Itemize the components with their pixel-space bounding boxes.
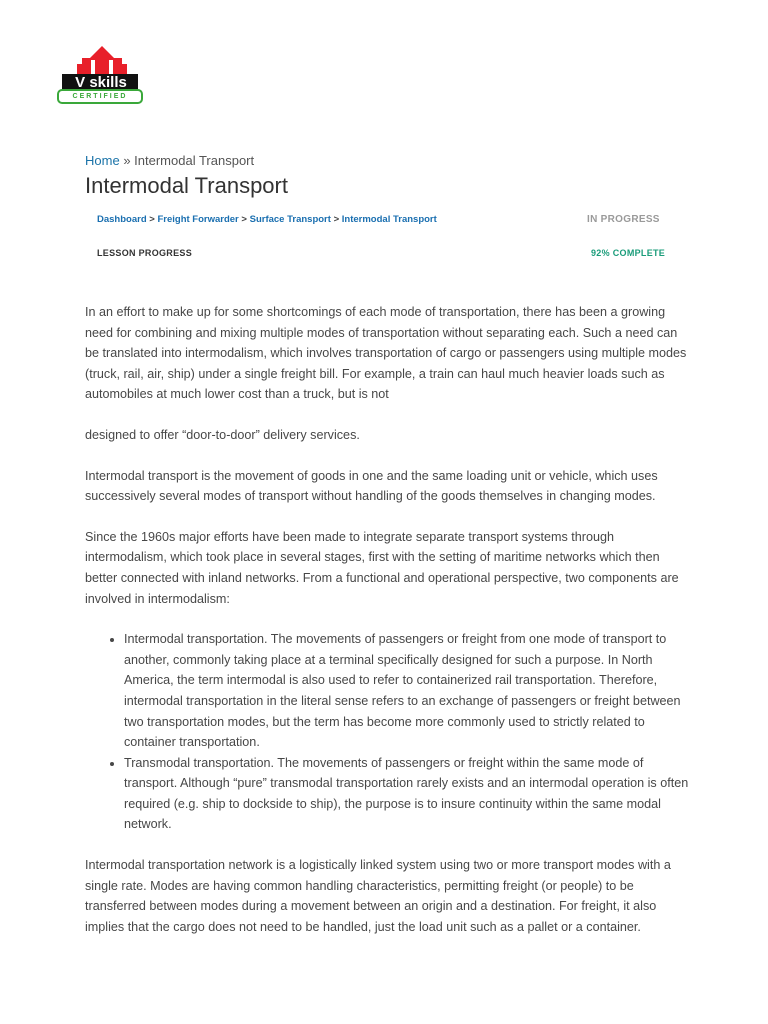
lesson-crumb-separator: > — [241, 214, 247, 225]
body-paragraph-4: Since the 1960s major efforts have been made to integrate separate transport systems through intermodalism, which took place in several stages, first with the setting of maritime networks which then better connected with inland networks. From a functional and operational perspective, two components are involved in intermodalism: — [85, 529, 679, 606]
breadcrumb-current: Intermodal Transport — [134, 153, 255, 168]
breadcrumb-separator: » — [123, 153, 131, 168]
lesson-crumb-separator: > — [333, 214, 340, 225]
lesson-crumb-surface-transport[interactable]: Surface Transport — [249, 214, 331, 225]
main-content — [85, 150, 690, 957]
lesson-crumb-dashboard[interactable]: Dashboard — [97, 214, 147, 225]
lesson-progress-label: LESSON PROGRESS — [97, 248, 193, 258]
lesson-breadcrumb — [97, 214, 437, 225]
logo-subtext: CERTIFIED — [72, 93, 128, 100]
list-item: • Intermodal transportation. The movements of passengers or freight from one mode of transport to another, commonly taking place at a terminal specifically designed for such a purpose. In North America, the term intermodal is also used to refer to containerized rail transportation. Therefore, intermodal transportation in the literal sense refers to an exchange of passengers or freight between two transportation modes, but the term has become more commonly used to strictly related to container transportation. — [124, 629, 690, 753]
body-paragraph-closing: Intermodal transportation network is a logistically linked system using two or more transport modes with a single rate. Modes are having common handling characteristics, permitting freight (or people) to be transferred between modes during a movement between an origin and a destination. For freight, it also implies that the cargo does not need to be handled, just the load unit such as a pallet or a container. — [85, 858, 671, 934]
lesson-progress-value: 92% COMPLETE — [591, 248, 666, 258]
lesson-navigation — [85, 208, 690, 278]
body-paragraph-3: Intermodal transport is the movement of goods in one and the same loading unit or vehicle, which uses successively several modes of transport without handling of the goods themselves in changing modes. — [85, 468, 658, 504]
breadcrumb-home-link[interactable]: Home — [85, 153, 120, 168]
lesson-crumb-freight-forwarder[interactable]: Freight Forwarder — [157, 214, 239, 225]
lesson-status-badge: IN PROGRESS — [587, 214, 660, 225]
body-paragraph-2: designed to offer “door-to-door” delivery services. — [85, 427, 360, 442]
page-title: Intermodal Transport — [85, 173, 288, 198]
components-list — [85, 629, 690, 835]
lesson-crumb-separator: > — [149, 214, 155, 225]
logo-text: V skills — [75, 74, 127, 91]
lesson-body — [85, 302, 690, 937]
vskills-logo[interactable] — [56, 44, 144, 106]
breadcrumb — [85, 150, 690, 172]
list-item: • Transmodal transportation. The movements of passengers or freight within the same mode of transport. Although “pure” transmodal transportation rarely exists and an intermodal operation is often required (e.g. ship to dockside to ship), the purpose is to insure continuity within the same modal network. — [124, 753, 690, 835]
lesson-crumb-intermodal-transport[interactable]: Intermodal Transport — [341, 214, 437, 225]
body-paragraph-1: In an effort to make up for some shortcomings of each mode of transportation, there has been a growing need for combining and mixing multiple modes of transportation without separating each. Such a need can be translated into intermodalism, which involves transportation of cargo or passengers using multiple modes (truck, rail, air, ship) under a single freight bill. For example, a train can haul much heavier loads such as automobiles at much lower cost than a truck, but is not — [85, 305, 687, 402]
